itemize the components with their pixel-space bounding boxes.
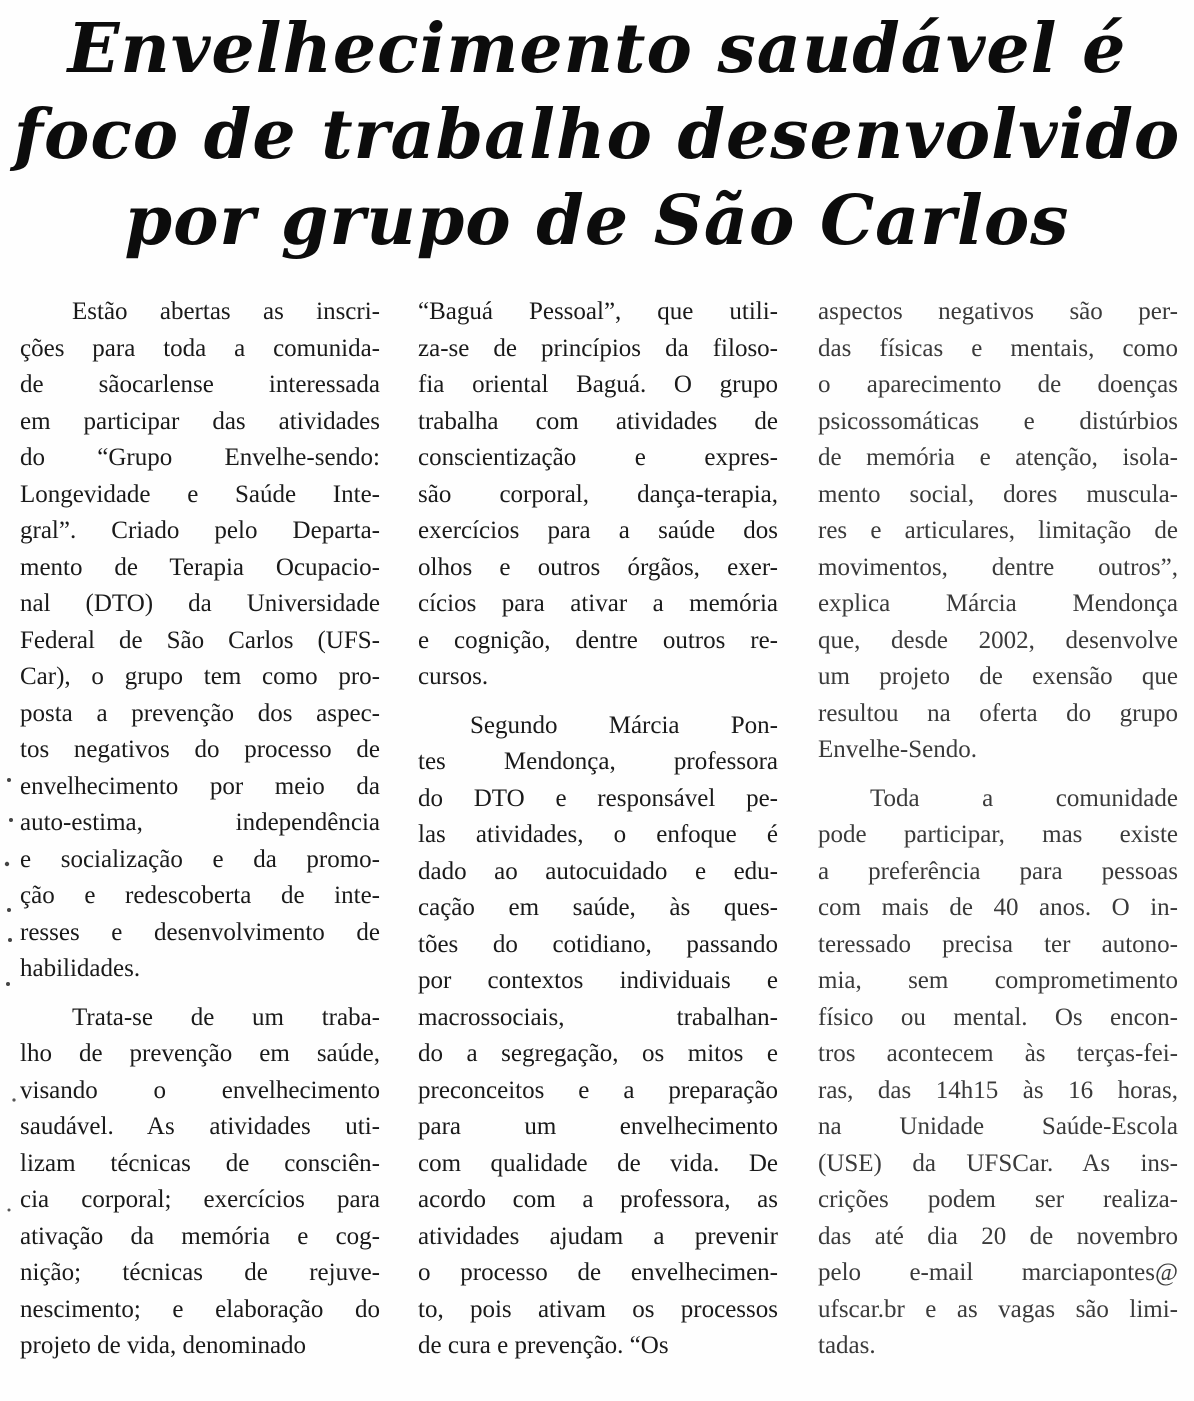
article-line: acordo com a professora, as (418, 1186, 778, 1213)
article-line: cícios para ativar a memória (418, 590, 778, 617)
article-line: habilidades. (20, 955, 141, 982)
article-line: conscientização e expres- (418, 444, 778, 471)
article-line: Federal de São Carlos (UFS- (20, 626, 380, 654)
article-line: por contextos individuais e (418, 967, 778, 994)
print-speck (7, 778, 11, 782)
article-line: olhos e outros órgãos, exer- (418, 553, 778, 581)
article-line: a preferência para pessoas (818, 857, 1178, 885)
article-column-2 (418, 294, 778, 1365)
article-line: para um envelhecimento (418, 1113, 778, 1140)
article-line: posta a prevenção dos aspec- (20, 699, 380, 727)
article-line: lho de prevenção em saúde, (20, 1040, 380, 1067)
article-line: Toda a comunidade (870, 784, 1178, 812)
headline-line: por grupo de São Carlos (124, 181, 1070, 261)
article-line: ras, das 14h15 às 16 horas, (818, 1076, 1178, 1104)
article-headline (0, 6, 1194, 264)
article-line: auto-estima, independência (20, 809, 380, 836)
article-line: cação em saúde, às ques- (418, 894, 778, 921)
article-line: o aparecimento de doenças (818, 371, 1178, 398)
print-speck (7, 908, 11, 912)
article-line: nal (DTO) da Universidade (20, 590, 380, 617)
article-line: za-se de princípios da filoso- (418, 334, 778, 362)
article-line: com mais de 40 anos. O in- (818, 894, 1178, 921)
article-line: explica Márcia Mendonça (818, 590, 1178, 617)
article-line: aspectos negativos são per- (818, 298, 1178, 325)
article-line: são corporal, dança-terapia, (418, 480, 778, 508)
article-line: movimentos, dentre outros”, (818, 553, 1178, 581)
article-line: pode participar, mas existe (818, 821, 1178, 848)
article-line: mento de Terapia Ocupacio- (20, 553, 380, 581)
article-line: de memória e atenção, isola- (818, 444, 1178, 471)
article-line: atividades ajudam a prevenir (418, 1222, 778, 1250)
article-line: na Unidade Saúde-Escola (818, 1113, 1178, 1140)
article-line: o processo de envelhecimen- (418, 1259, 778, 1286)
article-line: Trata-se de um traba- (72, 1003, 380, 1031)
article-line: das até dia 20 de novembro (818, 1222, 1178, 1250)
article-line: saudável. As atividades uti- (20, 1113, 380, 1140)
article-line: mento social, dores muscula- (818, 480, 1178, 508)
article-line: físico ou mental. Os encon- (818, 1003, 1178, 1031)
article-line: e socialização e da promo- (20, 845, 380, 873)
article-line: tões do cotidiano, passando (418, 930, 778, 958)
article-line: res e articulares, limitação de (818, 517, 1178, 544)
article-line: ativação da memória e cog- (20, 1222, 380, 1250)
print-speck (8, 938, 12, 942)
article-line: dado ao autocuidado e edu- (418, 857, 778, 885)
article-line: Car), o grupo tem como pro- (20, 663, 380, 690)
print-speck (5, 862, 9, 866)
print-specks (0, 760, 18, 1400)
article-line: do “Grupo Envelhe-sendo: (20, 444, 380, 471)
article-line: lizam técnicas de consciên- (20, 1149, 380, 1177)
article-line: fia oriental Baguá. O grupo (418, 371, 778, 398)
article-line: que, desde 2002, desenvolve (818, 626, 1178, 654)
article-line: tos negativos do processo de (20, 736, 380, 763)
article-line: las atividades, o enfoque é (418, 821, 778, 848)
article-line: tadas. (818, 1332, 876, 1359)
article-line: gral”. Criado pelo Departa- (20, 517, 380, 544)
article-line: resses e desenvolvimento de (20, 918, 380, 946)
article-line: crições podem ser realiza- (818, 1186, 1178, 1213)
article-line: exercícios para a saúde dos (418, 517, 778, 544)
article-line: pelo e-mail marciapontes@ (818, 1259, 1178, 1286)
print-speck (12, 1098, 15, 1101)
article-line: resultou na oferta do grupo (818, 699, 1178, 727)
article-line: projeto de vida, denominado (20, 1332, 307, 1359)
article-line: visando o envelhecimento (20, 1076, 380, 1104)
article-line: Segundo Márcia Pon- (470, 711, 778, 739)
article-line: nescimento; e elaboração do (20, 1295, 380, 1323)
print-speck (6, 982, 10, 986)
article-line: ufscar.br e as vagas são limi- (818, 1295, 1178, 1323)
article-line: to, pois ativam os processos (418, 1295, 778, 1323)
article-line: mia, sem comprometimento (818, 967, 1178, 994)
article-line: tes Mendonça, professora (418, 748, 778, 775)
article-line: ção e redescoberta de inte- (20, 882, 380, 909)
article-line: nição; técnicas de rejuve- (20, 1259, 380, 1286)
article-line: psicossomáticas e distúrbios (818, 407, 1178, 435)
article-line: macrossociais, trabalhan- (418, 1003, 778, 1031)
article-line: Estão abertas as inscri- (72, 298, 380, 325)
article-line: “Baguá Pessoal”, que utili- (418, 298, 778, 325)
article-line: do DTO e responsável pe- (418, 784, 778, 812)
article-line: um projeto de exensão que (818, 663, 1178, 690)
article-line: teressado precisa ter autono- (818, 930, 1178, 958)
article-line: Envelhe-Sendo. (818, 736, 977, 763)
article-line: de cura e prevenção. “Os (418, 1332, 669, 1359)
article-line: trabalha com atividades de (418, 407, 778, 435)
article-line: com qualidade de vida. De (418, 1149, 778, 1177)
article-line: ções para toda a comunida- (20, 334, 380, 362)
article-line: cursos. (418, 663, 489, 690)
headline-line: Envelhecimento saudável é (67, 9, 1127, 89)
article-column-1 (20, 294, 380, 1365)
article-line: das físicas e mentais, como (818, 334, 1178, 362)
article-line: envelhecimento por meio da (20, 772, 380, 800)
article-line: em participar das atividades (20, 407, 380, 435)
print-speck (8, 1209, 11, 1212)
article-line: de sãocarlense interessada (20, 371, 380, 398)
article-line: (USE) da UFSCar. As ins- (818, 1149, 1178, 1177)
print-speck (9, 818, 13, 822)
headline-line: foco de trabalho desenvolvido (13, 95, 1181, 175)
article-column-3 (818, 294, 1178, 1365)
article-line: Longevidade e Saúde Inte- (20, 480, 380, 508)
article-line: preconceitos e a preparação (418, 1076, 778, 1104)
article-line: tros acontecem às terças-fei- (818, 1040, 1178, 1067)
article-line: e cognição, dentre outros re- (418, 626, 778, 654)
article-line: do a segregação, os mitos e (418, 1040, 778, 1067)
article-line: cia corporal; exercícios para (20, 1186, 380, 1213)
